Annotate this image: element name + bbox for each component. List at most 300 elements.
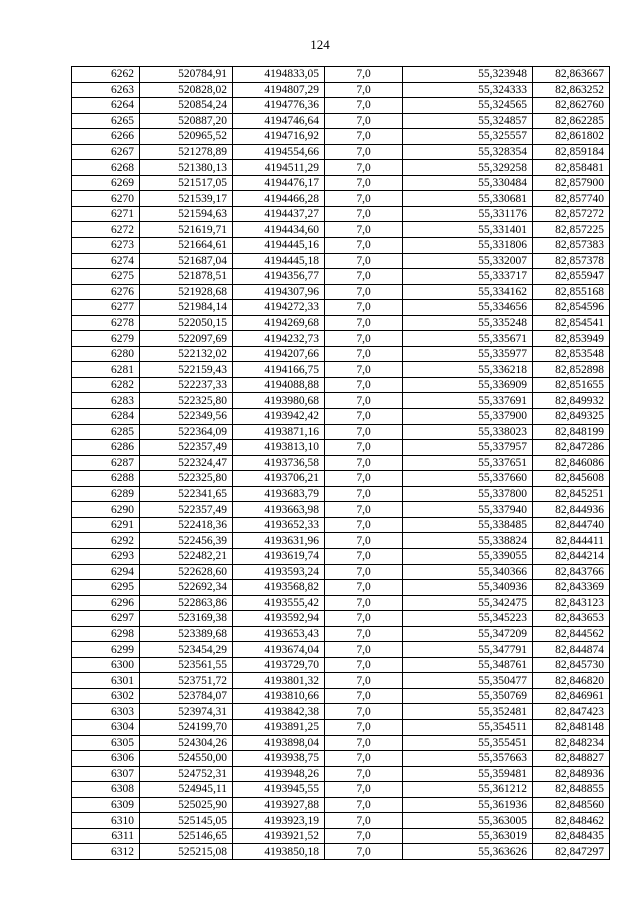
easting-cell: 521687,04 <box>140 253 233 269</box>
point-number-cell: 6288 <box>72 471 140 487</box>
easting-cell: 523974,31 <box>140 704 233 720</box>
value-cell: 7,0 <box>325 533 403 549</box>
longitude-cell: 82,848199 <box>533 424 610 440</box>
latitude-cell: 55,337660 <box>403 471 533 487</box>
latitude-cell: 55,345223 <box>403 611 533 627</box>
longitude-cell: 82,863667 <box>533 67 610 83</box>
value-cell: 7,0 <box>325 377 403 393</box>
value-cell: 7,0 <box>325 766 403 782</box>
northing-cell: 4193653,43 <box>233 626 325 642</box>
point-number-cell: 6276 <box>72 284 140 300</box>
longitude-cell: 82,862285 <box>533 113 610 129</box>
northing-cell: 4193927,88 <box>233 797 325 813</box>
point-number-cell: 6308 <box>72 782 140 798</box>
point-number-cell: 6306 <box>72 751 140 767</box>
longitude-cell: 82,855947 <box>533 269 610 285</box>
table-row <box>72 300 610 316</box>
latitude-cell: 55,352481 <box>403 704 533 720</box>
northing-cell: 4193674,04 <box>233 642 325 658</box>
point-number-cell: 6309 <box>72 797 140 813</box>
northing-cell: 4193842,38 <box>233 704 325 720</box>
value-cell: 7,0 <box>325 828 403 844</box>
table-row <box>72 735 610 751</box>
easting-cell: 522097,69 <box>140 331 233 347</box>
longitude-cell: 82,857383 <box>533 238 610 254</box>
table-row <box>72 144 610 160</box>
northing-cell: 4193652,33 <box>233 517 325 533</box>
longitude-cell: 82,848234 <box>533 735 610 751</box>
easting-cell: 525025,90 <box>140 797 233 813</box>
northing-cell: 4194807,29 <box>233 82 325 98</box>
point-number-cell: 6303 <box>72 704 140 720</box>
coordinates-table <box>71 66 610 860</box>
value-cell: 7,0 <box>325 704 403 720</box>
table-row <box>72 191 610 207</box>
value-cell: 7,0 <box>325 362 403 378</box>
easting-cell: 524199,70 <box>140 719 233 735</box>
table-row <box>72 611 610 627</box>
table-row <box>72 222 610 238</box>
easting-cell: 523751,72 <box>140 673 233 689</box>
longitude-cell: 82,853949 <box>533 331 610 347</box>
point-number-cell: 6300 <box>72 657 140 673</box>
point-number-cell: 6297 <box>72 611 140 627</box>
table-row <box>72 595 610 611</box>
table-row <box>72 797 610 813</box>
easting-cell: 523561,55 <box>140 657 233 673</box>
northing-cell: 4193938,75 <box>233 751 325 767</box>
point-number-cell: 6310 <box>72 813 140 829</box>
table-row <box>72 657 610 673</box>
table-row <box>72 424 610 440</box>
point-number-cell: 6277 <box>72 300 140 316</box>
point-number-cell: 6262 <box>72 67 140 83</box>
northing-cell: 4193568,82 <box>233 580 325 596</box>
northing-cell: 4194445,16 <box>233 238 325 254</box>
northing-cell: 4193555,42 <box>233 595 325 611</box>
easting-cell: 524550,00 <box>140 751 233 767</box>
value-cell: 7,0 <box>325 642 403 658</box>
easting-cell: 521594,63 <box>140 206 233 222</box>
latitude-cell: 55,337651 <box>403 455 533 471</box>
easting-cell: 525215,08 <box>140 844 233 860</box>
northing-cell: 4193631,96 <box>233 533 325 549</box>
easting-cell: 520854,24 <box>140 98 233 114</box>
point-number-cell: 6269 <box>72 175 140 191</box>
latitude-cell: 55,354511 <box>403 719 533 735</box>
longitude-cell: 82,848148 <box>533 719 610 735</box>
value-cell: 7,0 <box>325 719 403 735</box>
value-cell: 7,0 <box>325 300 403 316</box>
point-number-cell: 6280 <box>72 346 140 362</box>
easting-cell: 525145,05 <box>140 813 233 829</box>
value-cell: 7,0 <box>325 67 403 83</box>
value-cell: 7,0 <box>325 626 403 642</box>
easting-cell: 522418,36 <box>140 517 233 533</box>
northing-cell: 4193945,55 <box>233 782 325 798</box>
latitude-cell: 55,337800 <box>403 486 533 502</box>
point-number-cell: 6268 <box>72 160 140 176</box>
table-row <box>72 642 610 658</box>
latitude-cell: 55,340366 <box>403 564 533 580</box>
northing-cell: 4194511,29 <box>233 160 325 176</box>
value-cell: 7,0 <box>325 657 403 673</box>
easting-cell: 522132,02 <box>140 346 233 362</box>
point-number-cell: 6284 <box>72 409 140 425</box>
value-cell: 7,0 <box>325 191 403 207</box>
latitude-cell: 55,335977 <box>403 346 533 362</box>
table-row <box>72 284 610 300</box>
northing-cell: 4193871,16 <box>233 424 325 440</box>
latitude-cell: 55,336909 <box>403 377 533 393</box>
value-cell: 7,0 <box>325 238 403 254</box>
table-row <box>72 751 610 767</box>
table-row <box>72 253 610 269</box>
northing-cell: 4193663,98 <box>233 502 325 518</box>
longitude-cell: 82,858481 <box>533 160 610 176</box>
northing-cell: 4194776,36 <box>233 98 325 114</box>
point-number-cell: 6266 <box>72 129 140 145</box>
latitude-cell: 55,340936 <box>403 580 533 596</box>
northing-cell: 4193898,04 <box>233 735 325 751</box>
easting-cell: 525146,65 <box>140 828 233 844</box>
latitude-cell: 55,337691 <box>403 393 533 409</box>
northing-cell: 4194554,66 <box>233 144 325 160</box>
latitude-cell: 55,324333 <box>403 82 533 98</box>
longitude-cell: 82,847286 <box>533 440 610 456</box>
northing-cell: 4194207,66 <box>233 346 325 362</box>
latitude-cell: 55,361212 <box>403 782 533 798</box>
table-row <box>72 704 610 720</box>
easting-cell: 521878,51 <box>140 269 233 285</box>
northing-cell: 4193921,52 <box>233 828 325 844</box>
latitude-cell: 55,342475 <box>403 595 533 611</box>
longitude-cell: 82,846086 <box>533 455 610 471</box>
value-cell: 7,0 <box>325 580 403 596</box>
table-row <box>72 471 610 487</box>
longitude-cell: 82,855168 <box>533 284 610 300</box>
table-row <box>72 502 610 518</box>
longitude-cell: 82,845608 <box>533 471 610 487</box>
latitude-cell: 55,336218 <box>403 362 533 378</box>
longitude-cell: 82,848560 <box>533 797 610 813</box>
longitude-cell: 82,848936 <box>533 766 610 782</box>
northing-cell: 4193942,42 <box>233 409 325 425</box>
longitude-cell: 82,844936 <box>533 502 610 518</box>
table-row <box>72 548 610 564</box>
point-number-cell: 6270 <box>72 191 140 207</box>
latitude-cell: 55,334656 <box>403 300 533 316</box>
point-number-cell: 6278 <box>72 315 140 331</box>
value-cell: 7,0 <box>325 113 403 129</box>
latitude-cell: 55,331176 <box>403 206 533 222</box>
table-row <box>72 828 610 844</box>
value-cell: 7,0 <box>325 424 403 440</box>
value-cell: 7,0 <box>325 688 403 704</box>
easting-cell: 522341,65 <box>140 486 233 502</box>
easting-cell: 522364,09 <box>140 424 233 440</box>
table-row <box>72 813 610 829</box>
easting-cell: 524945,11 <box>140 782 233 798</box>
value-cell: 7,0 <box>325 548 403 564</box>
latitude-cell: 55,332007 <box>403 253 533 269</box>
northing-cell: 4193592,94 <box>233 611 325 627</box>
latitude-cell: 55,334162 <box>403 284 533 300</box>
value-cell: 7,0 <box>325 797 403 813</box>
longitude-cell: 82,844740 <box>533 517 610 533</box>
point-number-cell: 6307 <box>72 766 140 782</box>
northing-cell: 4193706,21 <box>233 471 325 487</box>
longitude-cell: 82,857740 <box>533 191 610 207</box>
value-cell: 7,0 <box>325 346 403 362</box>
value-cell: 7,0 <box>325 98 403 114</box>
longitude-cell: 82,843653 <box>533 611 610 627</box>
latitude-cell: 55,363005 <box>403 813 533 829</box>
table-row <box>72 719 610 735</box>
northing-cell: 4193683,79 <box>233 486 325 502</box>
northing-cell: 4193980,68 <box>233 393 325 409</box>
value-cell: 7,0 <box>325 595 403 611</box>
point-number-cell: 6293 <box>72 548 140 564</box>
point-number-cell: 6265 <box>72 113 140 129</box>
table-row <box>72 206 610 222</box>
table-row <box>72 82 610 98</box>
northing-cell: 4193729,70 <box>233 657 325 673</box>
longitude-cell: 82,859184 <box>533 144 610 160</box>
point-number-cell: 6281 <box>72 362 140 378</box>
latitude-cell: 55,350477 <box>403 673 533 689</box>
easting-cell: 522628,60 <box>140 564 233 580</box>
table-row <box>72 129 610 145</box>
northing-cell: 4194434,60 <box>233 222 325 238</box>
longitude-cell: 82,849932 <box>533 393 610 409</box>
value-cell: 7,0 <box>325 315 403 331</box>
point-number-cell: 6283 <box>72 393 140 409</box>
easting-cell: 521619,71 <box>140 222 233 238</box>
point-number-cell: 6296 <box>72 595 140 611</box>
point-number-cell: 6301 <box>72 673 140 689</box>
northing-cell: 4193810,66 <box>233 688 325 704</box>
point-number-cell: 6287 <box>72 455 140 471</box>
easting-cell: 521664,61 <box>140 238 233 254</box>
northing-cell: 4193619,74 <box>233 548 325 564</box>
longitude-cell: 82,852898 <box>533 362 610 378</box>
point-number-cell: 6275 <box>72 269 140 285</box>
value-cell: 7,0 <box>325 611 403 627</box>
easting-cell: 522692,34 <box>140 580 233 596</box>
easting-cell: 522456,39 <box>140 533 233 549</box>
longitude-cell: 82,847423 <box>533 704 610 720</box>
easting-cell: 520887,20 <box>140 113 233 129</box>
table-row <box>72 782 610 798</box>
latitude-cell: 55,331401 <box>403 222 533 238</box>
longitude-cell: 82,848855 <box>533 782 610 798</box>
northing-cell: 4193850,18 <box>233 844 325 860</box>
longitude-cell: 82,848827 <box>533 751 610 767</box>
longitude-cell: 82,843369 <box>533 580 610 596</box>
longitude-cell: 82,843766 <box>533 564 610 580</box>
value-cell: 7,0 <box>325 517 403 533</box>
table-row <box>72 362 610 378</box>
point-number-cell: 6311 <box>72 828 140 844</box>
table-row <box>72 175 610 191</box>
easting-cell: 522325,80 <box>140 471 233 487</box>
table-row <box>72 533 610 549</box>
easting-cell: 524752,31 <box>140 766 233 782</box>
value-cell: 7,0 <box>325 751 403 767</box>
point-number-cell: 6292 <box>72 533 140 549</box>
northing-cell: 4194307,96 <box>233 284 325 300</box>
value-cell: 7,0 <box>325 455 403 471</box>
latitude-cell: 55,338023 <box>403 424 533 440</box>
northing-cell: 4193891,25 <box>233 719 325 735</box>
table-row <box>72 315 610 331</box>
longitude-cell: 82,854541 <box>533 315 610 331</box>
latitude-cell: 55,337957 <box>403 440 533 456</box>
point-number-cell: 6295 <box>72 580 140 596</box>
northing-cell: 4194716,92 <box>233 129 325 145</box>
longitude-cell: 82,853548 <box>533 346 610 362</box>
latitude-cell: 55,359481 <box>403 766 533 782</box>
point-number-cell: 6304 <box>72 719 140 735</box>
value-cell: 7,0 <box>325 206 403 222</box>
latitude-cell: 55,355451 <box>403 735 533 751</box>
value-cell: 7,0 <box>325 440 403 456</box>
point-number-cell: 6299 <box>72 642 140 658</box>
latitude-cell: 55,328354 <box>403 144 533 160</box>
northing-cell: 4194437,27 <box>233 206 325 222</box>
point-number-cell: 6267 <box>72 144 140 160</box>
longitude-cell: 82,848435 <box>533 828 610 844</box>
coordinates-table-body <box>72 67 610 860</box>
point-number-cell: 6264 <box>72 98 140 114</box>
longitude-cell: 82,847297 <box>533 844 610 860</box>
longitude-cell: 82,863252 <box>533 82 610 98</box>
table-row <box>72 440 610 456</box>
northing-cell: 4194833,05 <box>233 67 325 83</box>
northing-cell: 4193923,19 <box>233 813 325 829</box>
easting-cell: 522324,47 <box>140 455 233 471</box>
longitude-cell: 82,845730 <box>533 657 610 673</box>
table-row <box>72 688 610 704</box>
easting-cell: 521380,13 <box>140 160 233 176</box>
value-cell: 7,0 <box>325 284 403 300</box>
table-row <box>72 564 610 580</box>
northing-cell: 4194088,88 <box>233 377 325 393</box>
northing-cell: 4194445,18 <box>233 253 325 269</box>
latitude-cell: 55,347791 <box>403 642 533 658</box>
table-row <box>72 580 610 596</box>
northing-cell: 4193948,26 <box>233 766 325 782</box>
easting-cell: 523389,68 <box>140 626 233 642</box>
value-cell: 7,0 <box>325 269 403 285</box>
latitude-cell: 55,333717 <box>403 269 533 285</box>
value-cell: 7,0 <box>325 813 403 829</box>
easting-cell: 521278,89 <box>140 144 233 160</box>
table-row <box>72 486 610 502</box>
value-cell: 7,0 <box>325 735 403 751</box>
easting-cell: 522357,49 <box>140 502 233 518</box>
table-row <box>72 673 610 689</box>
longitude-cell: 82,862760 <box>533 98 610 114</box>
longitude-cell: 82,848462 <box>533 813 610 829</box>
easting-cell: 522159,43 <box>140 362 233 378</box>
point-number-cell: 6298 <box>72 626 140 642</box>
value-cell: 7,0 <box>325 393 403 409</box>
easting-cell: 523454,29 <box>140 642 233 658</box>
value-cell: 7,0 <box>325 409 403 425</box>
point-number-cell: 6274 <box>72 253 140 269</box>
value-cell: 7,0 <box>325 471 403 487</box>
point-number-cell: 6305 <box>72 735 140 751</box>
value-cell: 7,0 <box>325 160 403 176</box>
latitude-cell: 55,330681 <box>403 191 533 207</box>
table-row <box>72 626 610 642</box>
point-number-cell: 6294 <box>72 564 140 580</box>
northing-cell: 4194232,73 <box>233 331 325 347</box>
latitude-cell: 55,350769 <box>403 688 533 704</box>
easting-cell: 522237,33 <box>140 377 233 393</box>
table-row <box>72 67 610 83</box>
latitude-cell: 55,335671 <box>403 331 533 347</box>
point-number-cell: 6285 <box>72 424 140 440</box>
table-row <box>72 844 610 860</box>
longitude-cell: 82,849325 <box>533 409 610 425</box>
point-number-cell: 6273 <box>72 238 140 254</box>
latitude-cell: 55,357663 <box>403 751 533 767</box>
easting-cell: 520784,91 <box>140 67 233 83</box>
easting-cell: 522349,56 <box>140 409 233 425</box>
easting-cell: 522050,15 <box>140 315 233 331</box>
northing-cell: 4194476,17 <box>233 175 325 191</box>
northing-cell: 4194746,64 <box>233 113 325 129</box>
table-row <box>72 269 610 285</box>
easting-cell: 520828,02 <box>140 82 233 98</box>
point-number-cell: 6271 <box>72 206 140 222</box>
table-row <box>72 331 610 347</box>
northing-cell: 4194269,68 <box>233 315 325 331</box>
longitude-cell: 82,845251 <box>533 486 610 502</box>
table-row <box>72 517 610 533</box>
table-row <box>72 346 610 362</box>
easting-cell: 521984,14 <box>140 300 233 316</box>
longitude-cell: 82,846961 <box>533 688 610 704</box>
point-number-cell: 6286 <box>72 440 140 456</box>
value-cell: 7,0 <box>325 502 403 518</box>
table-row <box>72 238 610 254</box>
point-number-cell: 6291 <box>72 517 140 533</box>
northing-cell: 4193813,10 <box>233 440 325 456</box>
longitude-cell: 82,844214 <box>533 548 610 564</box>
value-cell: 7,0 <box>325 486 403 502</box>
longitude-cell: 82,846820 <box>533 673 610 689</box>
latitude-cell: 55,338485 <box>403 517 533 533</box>
northing-cell: 4193736,58 <box>233 455 325 471</box>
northing-cell: 4194166,75 <box>233 362 325 378</box>
point-number-cell: 6272 <box>72 222 140 238</box>
table-row <box>72 766 610 782</box>
latitude-cell: 55,363019 <box>403 828 533 844</box>
latitude-cell: 55,347209 <box>403 626 533 642</box>
point-number-cell: 6312 <box>72 844 140 860</box>
value-cell: 7,0 <box>325 253 403 269</box>
longitude-cell: 82,857900 <box>533 175 610 191</box>
latitude-cell: 55,324565 <box>403 98 533 114</box>
table-row <box>72 393 610 409</box>
northing-cell: 4194272,33 <box>233 300 325 316</box>
longitude-cell: 82,861802 <box>533 129 610 145</box>
easting-cell: 522482,21 <box>140 548 233 564</box>
